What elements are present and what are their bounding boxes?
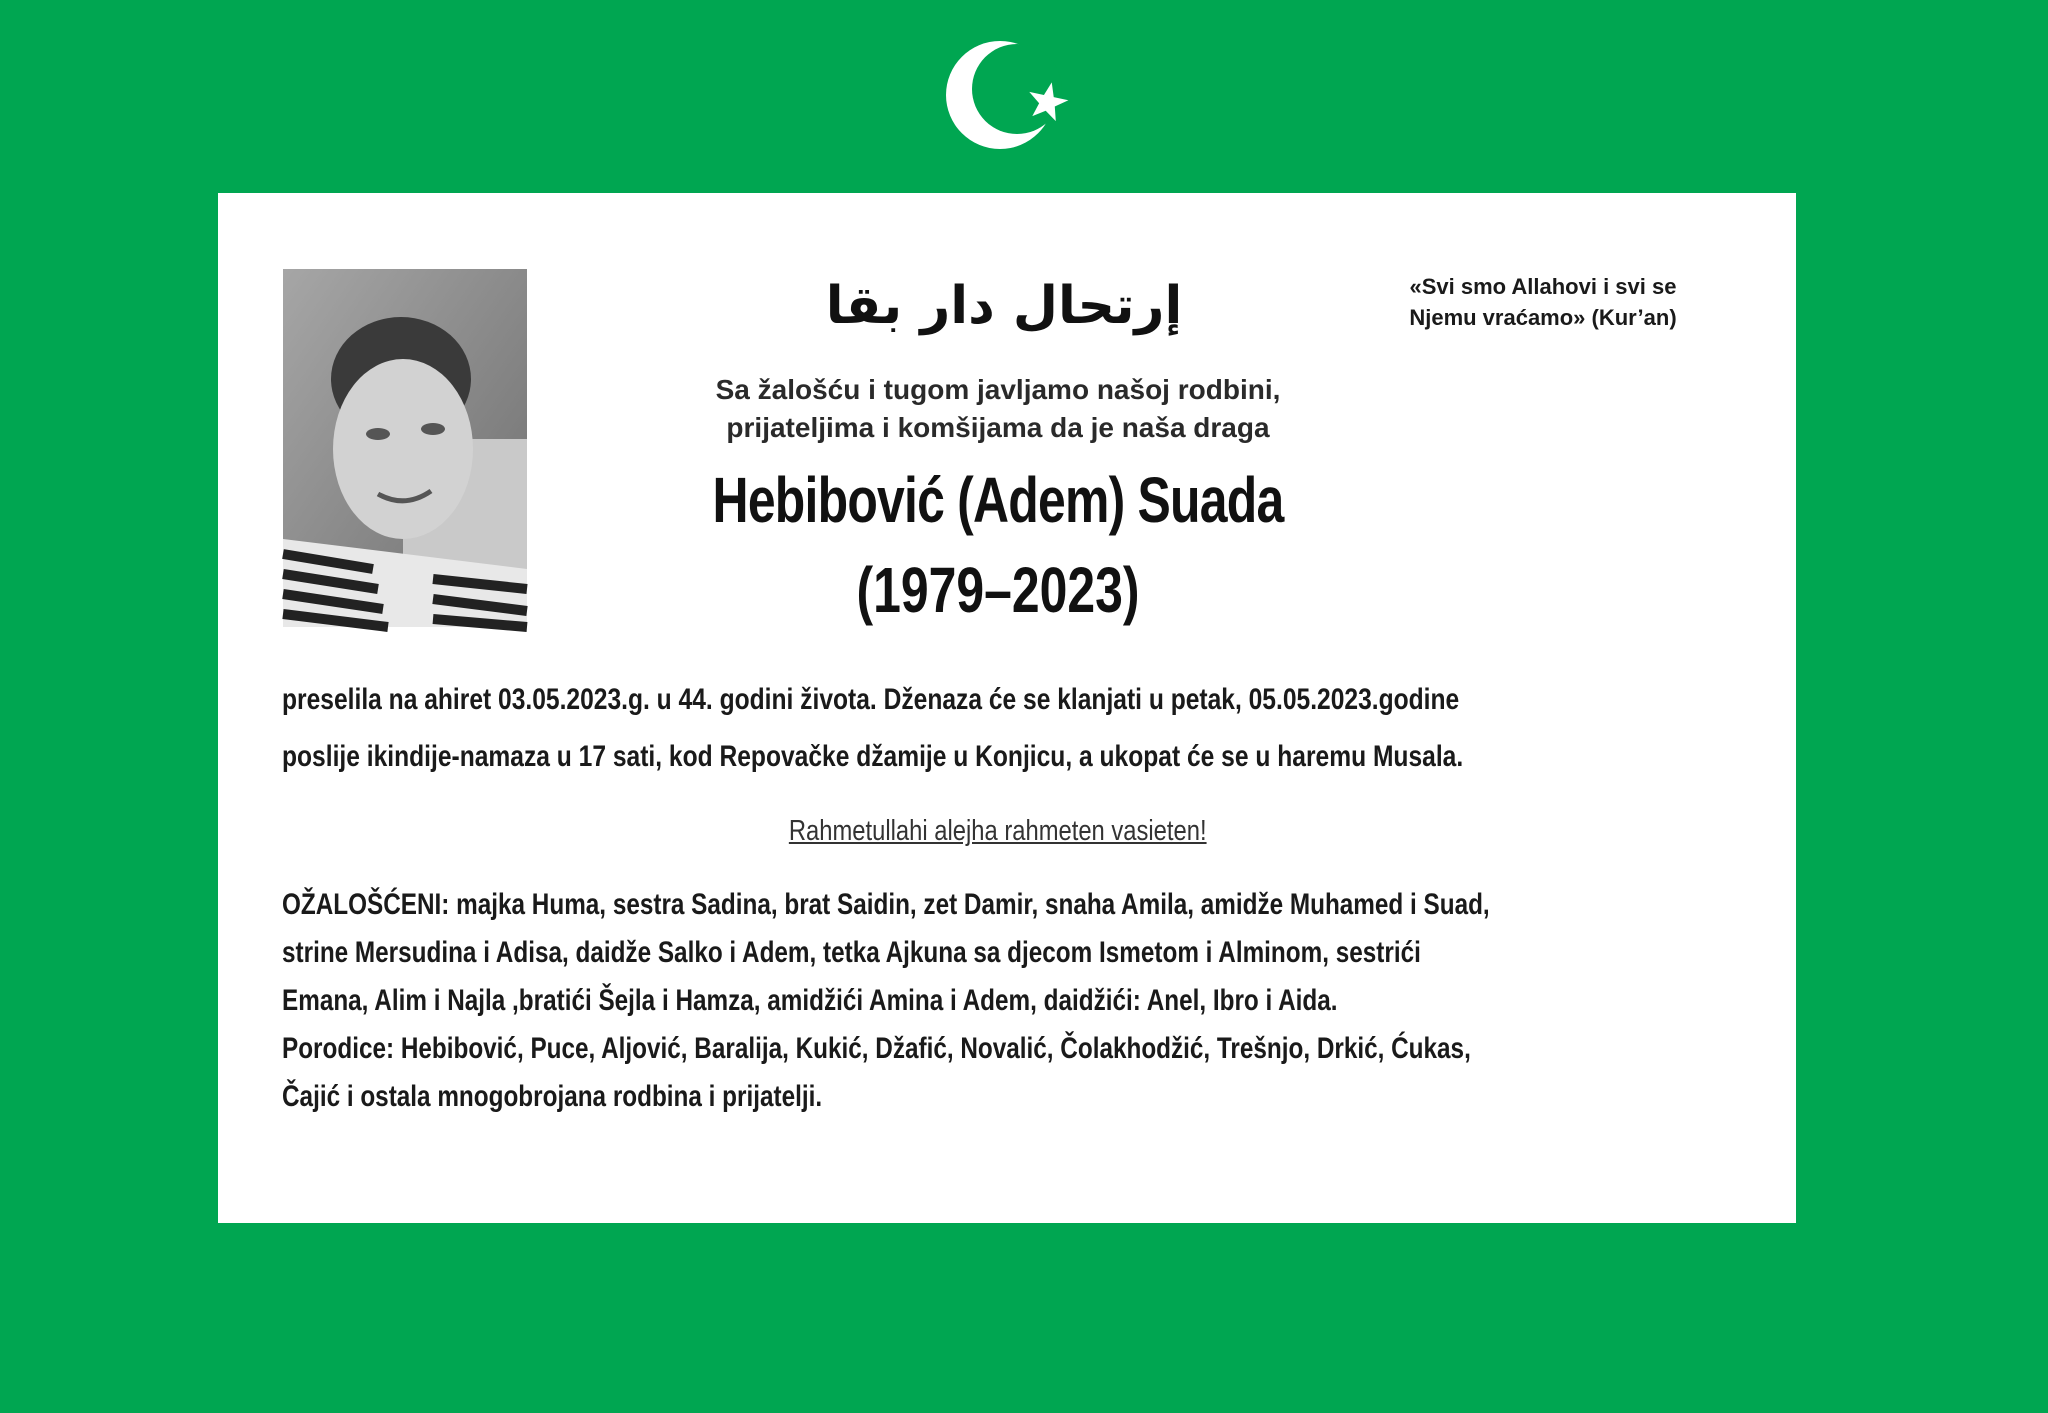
mourners-line: strine Mersudina i Adisa, daidže Salko i Adem, tetka Ajkuna sa djecom Ismetom i Alminom, sestrići xyxy=(282,936,1421,969)
mourners-list xyxy=(282,881,1742,1121)
mourners-line: Emana, Alim i Najla ,bratići Šejla i Hamza, amidžići Amina i Adem, daidžići: Anel, Ibro i Aida. xyxy=(282,984,1338,1017)
mourners-line: Porodice: Hebibović, Puce, Aljović, Baralija, Kukić, Džafić, Novalić, Čolakhodžić, Trešnjo, Drkić, Ćukas, xyxy=(282,1032,1471,1065)
quote-line: «Svi smo Allahovi i svi se xyxy=(1409,274,1677,299)
mourners-line: OŽALOŠĆENI: majka Huma, sestra Sadina, brat Saidin, zet Damir, snaha Amila, amidže Muhamed i Suad, xyxy=(282,888,1490,921)
prayer-text xyxy=(548,815,1448,848)
announcement-line: preselila na ahiret 03.05.2023.g. u 44. godini života. Dženaza će se klanjati u petak, 05.05.2023.godine xyxy=(282,683,1460,716)
announcement-line: poslije ikindije-namaza u 17 sati, kod Repovačke džamije u Konjicu, a ukopat će se u haremu Musala. xyxy=(282,740,1464,773)
quote-line: Njemu vraćamo» (Kur’an) xyxy=(1409,305,1677,330)
obituary-card xyxy=(218,193,1796,1223)
deceased-years: (1979–2023) xyxy=(856,554,1140,626)
deceased-name: Hebibović (Adem) Suada xyxy=(712,464,1284,536)
crescent-and-star-icon xyxy=(910,28,1080,158)
arabic-calligraphy xyxy=(825,261,1183,351)
portrait-photo xyxy=(283,269,527,627)
intro-line: prijateljima i komšijama da je naša draga xyxy=(726,412,1270,443)
quran-quote xyxy=(1353,271,1733,333)
intro-line: Sa žalošću i tugom javljamo našoj rodbini, xyxy=(715,374,1281,405)
svg-text:إرتحال دار بقا: إرتحال دار بقا xyxy=(825,276,1183,336)
mourners-line: Čajić i ostala mnogobrojana rodbina i prijatelji. xyxy=(282,1080,823,1113)
prayer-line: Rahmetullahi alejha rahmeten vasieten! xyxy=(789,815,1207,847)
intro-text xyxy=(638,371,1358,447)
